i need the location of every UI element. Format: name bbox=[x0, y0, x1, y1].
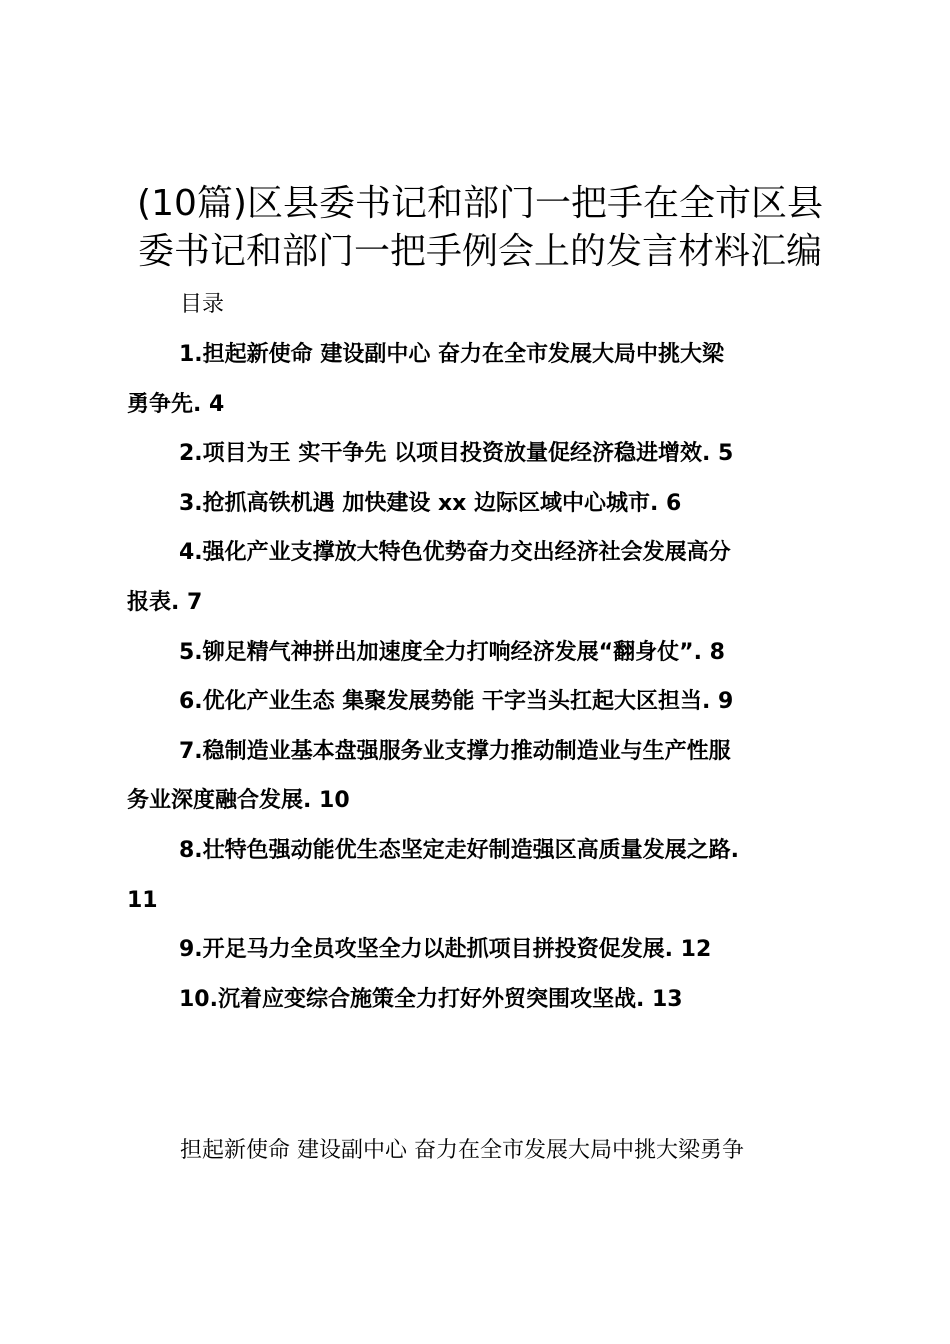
toc-entry-text: 2.项目为王 实干争先 以项目投资放量促经济稳进增效. 5 bbox=[179, 441, 734, 467]
toc-entry-10[interactable] bbox=[127, 975, 837, 1025]
toc-entry-text: 9.开足马力全员攻坚全力以赴抓项目拼投资促发展. 12 bbox=[179, 937, 712, 963]
toc-entry-1[interactable] bbox=[127, 330, 837, 429]
toc-entry-3[interactable] bbox=[127, 479, 837, 529]
toc-entry-text: 7.稳制造业基本盘强服务业支撑力推动制造业与生产性服 bbox=[179, 738, 731, 764]
table-of-contents bbox=[127, 330, 837, 1024]
toc-entry-text-cont: 11 bbox=[127, 887, 158, 913]
document-title bbox=[120, 180, 840, 276]
section-title: 担起新使命 建设副中心 奋力在全市发展大局中挑大梁勇争 bbox=[180, 1138, 744, 1163]
toc-entry-8[interactable] bbox=[127, 826, 837, 925]
toc-entry-text: 1.担起新使命 建设副中心 奋力在全市发展大局中挑大梁 bbox=[179, 342, 724, 367]
toc-entry-text: 4.强化产业支撑放大特色优势奋力交出经济社会发展高分 bbox=[179, 540, 731, 566]
toc-entry-text: 8.壮特色强动能优生态坚定走好制造强区高质量发展之路. bbox=[179, 837, 740, 863]
toc-entry-text-cont: 勇争先. 4 bbox=[127, 391, 225, 417]
toc-entry-text-cont: 报表. 7 bbox=[127, 589, 203, 615]
toc-entry-5[interactable] bbox=[127, 628, 837, 678]
toc-entry-2[interactable] bbox=[127, 429, 837, 479]
toc-heading: 目录 bbox=[180, 292, 225, 317]
toc-entry-7[interactable] bbox=[127, 727, 837, 826]
toc-entry-text: 3.抢抓高铁机遇 加快建设 xx 边际区域中心城市. 6 bbox=[179, 490, 682, 516]
toc-entry-9[interactable] bbox=[127, 925, 837, 975]
toc-entry-text: 10.沉着应变综合施策全力打好外贸突围攻坚战. 13 bbox=[179, 986, 683, 1012]
toc-entry-4[interactable] bbox=[127, 528, 837, 627]
toc-entry-text: 6.优化产业生态 集聚发展势能 干字当头扛起大区担当. 9 bbox=[179, 689, 734, 715]
toc-entry-text: 5.铆足精气神拼出加速度全力打响经济发展“翻身仗”. 8 bbox=[179, 639, 725, 665]
title-line-1: (10篇)区县委书记和部门一把手在全市区县 bbox=[137, 183, 823, 224]
title-line-2: 委书记和部门一把手例会上的发言材料汇编 bbox=[137, 231, 822, 272]
toc-entry-6[interactable] bbox=[127, 677, 837, 727]
toc-entry-text-cont: 务业深度融合发展. 10 bbox=[127, 788, 350, 814]
